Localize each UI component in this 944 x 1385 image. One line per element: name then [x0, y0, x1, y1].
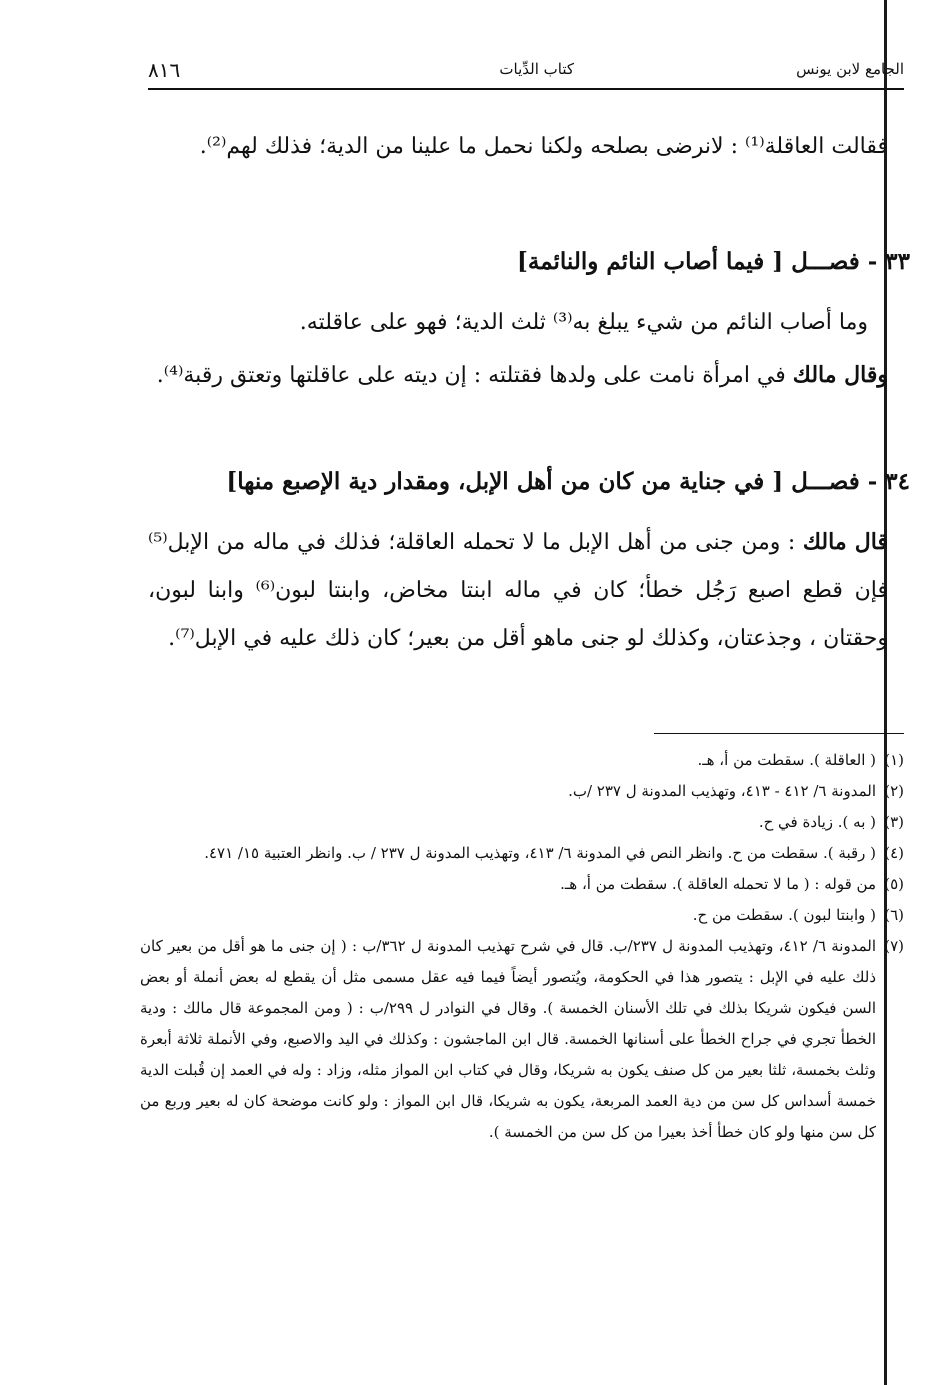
footnotes [140, 745, 904, 1148]
footnote [140, 931, 904, 1148]
footnote-text: المدونة ٦/ ٤١٢، وتهذيب المدونة ل ٢٣٧/ب. قال في شرح تهذيب المدونة ل ٣٦٢/ب : ( إن جنى ما هو أقل من بعير كان ذلك عليه في الإبل : يتصور هذا في الحكومة، ويُتصور أيضاً فيما فيه عقل مسمى مثل أن يقطع له بعض أنملة أو بعض السن فيكون شريكا بذلك في تلك الأسنان الخمسة ). وقال في النوادر ل ٢٩٩/ب : ( ومن المجموعة قال مالك : ودية الخطأ تجري في جراح الخطأ على أسنانها الخمسة. قال ابن الماجشون : وكذلك في اليد والاصبع، وفي الأنملة ثلاثة أبعرة وثلث بخمسة، ثلثا بعير من كل صنف يكون به شريكا، وقال في كتاب ابن المواز مثله، وزاد : وله في العمد إن قُبلت الدية خمسة أسداس كل سن من دية العمد المربعة، يكون به شريكا، قال ابن المواز : ولو كانت موضحة كان له بعير وربع من كل سن منها ولو كان خطأ أخذ بعيرا من كل سن من الخمسة ). [140, 937, 877, 1141]
footnote-text: من قوله : ( ما لا تحمله العاقلة ). سقطت من أ، هـ. [560, 875, 876, 893]
footnote-rule [654, 733, 904, 734]
page-gutter-line [884, 0, 887, 1385]
section-34-heading: ٣٤ - فصـــل [ في جناية من كان من أهل الإبل، ومقدار دية الإصبع منها] [226, 468, 910, 495]
footnote-number: (٢) [884, 782, 904, 800]
paragraph-1: فقالت العاقلة⁽¹⁾ : لانرضى بصلحه ولكنا نحمل ما علينا من الدية؛ فذلك لهم⁽²⁾. [199, 134, 888, 159]
section-33-paragraph-2 [148, 350, 888, 401]
footnote-text: ( رقبة ). سقطت من ح. وانظر النص في المدونة ٦/ ٤١٣، وتهذيب المدونة ل ٢٣٧ / ب. وانظر العتبية ١٥/ ٤٧١. [204, 844, 876, 862]
section-33-heading: ٣٣ - فصـــل [ فيما أصاب النائم والنائمة] [516, 248, 910, 275]
header-rule [148, 88, 904, 90]
footnote-number: (٥) [884, 875, 904, 893]
footnote-text: ( وابنتا لبون ). سقطت من ح. [692, 906, 876, 924]
section-33-paragraph-1: وما أصاب النائم من شيء يبلغ به⁽³⁾ ثلث الدية؛ فهو على عاقلته. [299, 310, 868, 335]
footnote [140, 838, 904, 869]
footnote-text: ( به ). زيادة في ح. [758, 813, 876, 831]
section-34-paragraph-text: : ومن جنى من أهل الإبل ما لا تحمله العاقلة؛ فذلك في ماله من الإبل⁽⁵⁾ فإن قطع اصبع رَجُل خطأ؛ كان في ماله ابنتا مخاض، وابنتا لبون⁽⁶⁾ وابنا لبون، وحقتان ، وجذعتان، وكذلك لو جنى ماهو أقل من بعير؛ كان ذلك عليه في الإبل⁽⁷⁾. [148, 530, 888, 651]
chapter-title: كتاب الدِّيات [499, 60, 574, 78]
speaker-lead: قال مالك [802, 529, 888, 555]
footnote-text: المدونة ٦/ ٤١٢ - ٤١٣، وتهذيب المدونة ل ٢٣٧ /ب. [568, 782, 876, 800]
footnote-number: (١) [884, 751, 904, 769]
footnote-number: (٣) [884, 813, 904, 831]
footnote-text: ( العاقلة ). سقطت من أ، هـ. [697, 751, 876, 769]
section-33-paragraph-2-text: في امرأة نامت على ولدها فقتلته : إن ديته على عاقلتها وتعتق رقبة⁽⁴⁾. [156, 363, 793, 388]
footnote [140, 776, 904, 807]
page-number: ٨١٦ [148, 58, 181, 82]
section-34-paragraph [148, 518, 888, 663]
footnote [140, 807, 904, 838]
footnote-number: (٦) [884, 906, 904, 924]
footnote-number: (٤) [884, 844, 904, 862]
speaker-lead: وقال مالك [792, 362, 888, 388]
footnote-number: (٧) [884, 937, 904, 955]
footnote [140, 900, 904, 931]
running-header [148, 58, 904, 88]
footnote [140, 869, 904, 900]
footnote [140, 745, 904, 776]
book-title: الجامع لابن يونس [796, 60, 904, 78]
